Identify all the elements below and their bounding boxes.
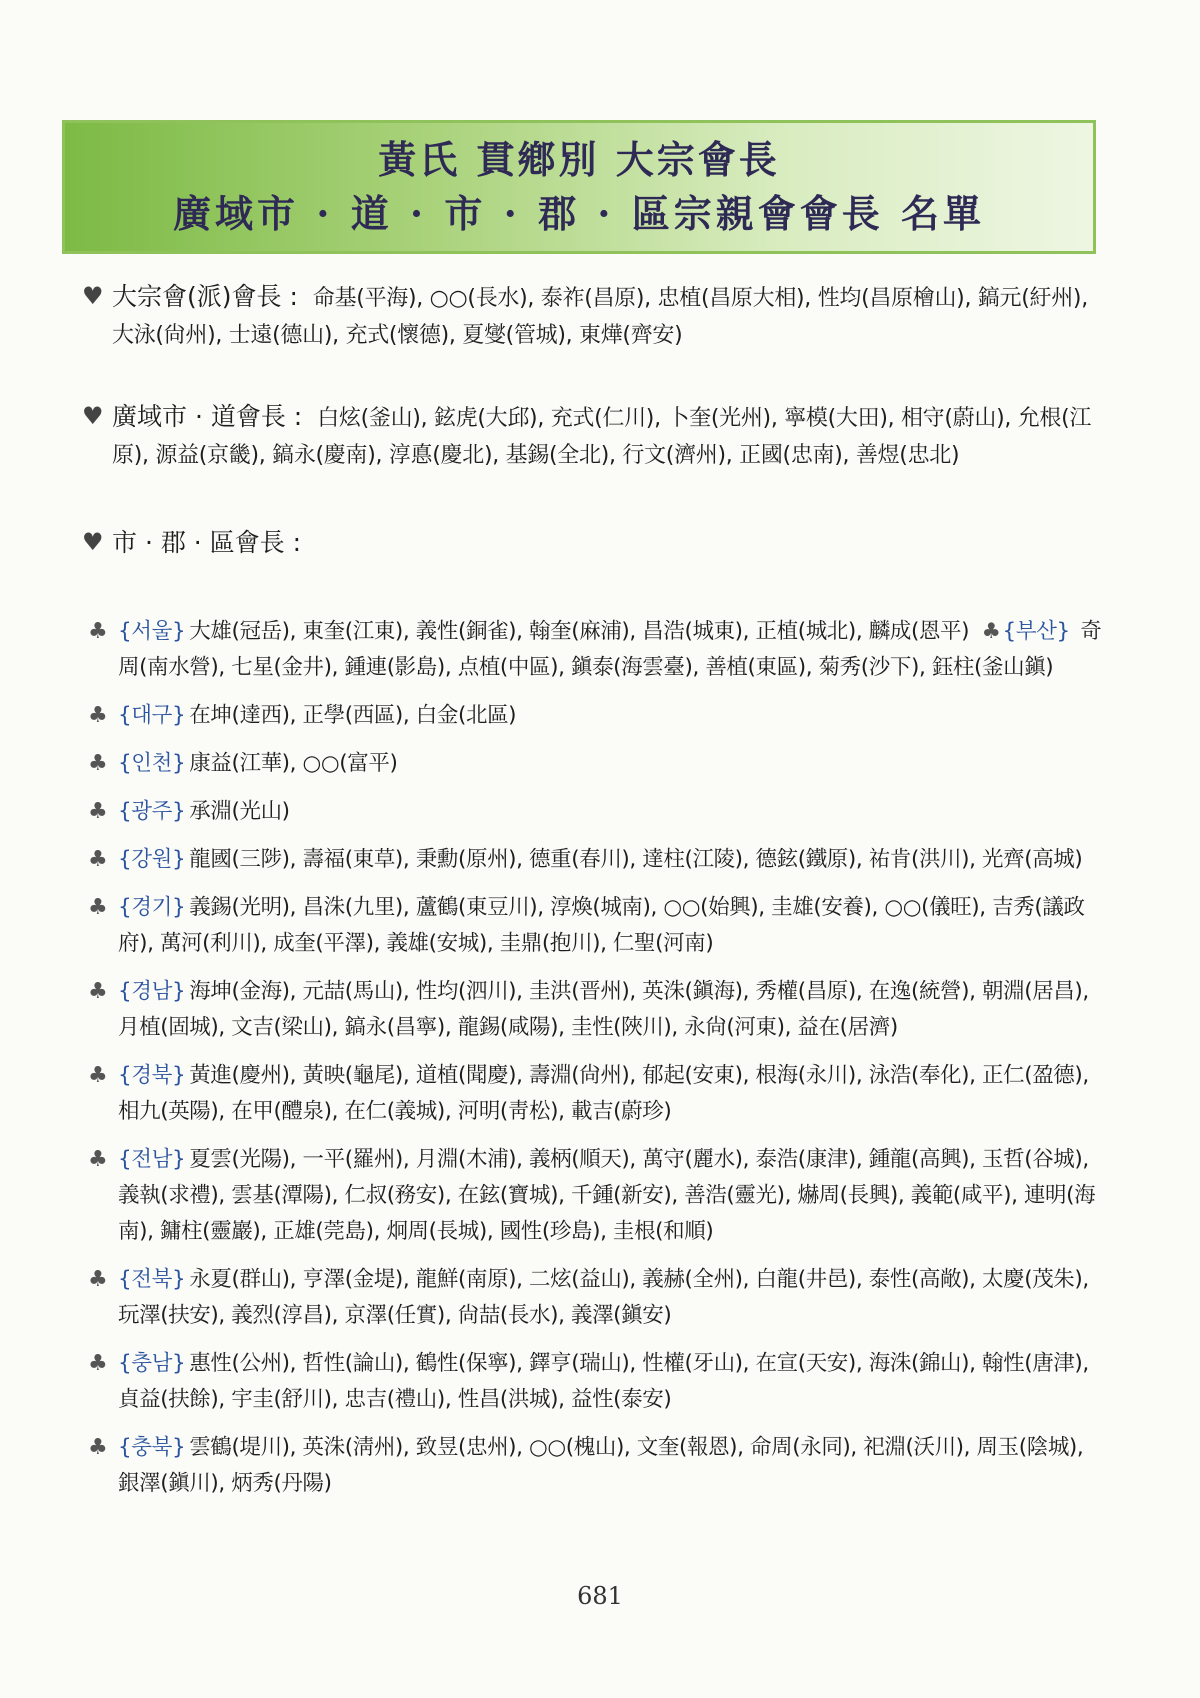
section-text: 命基(平海), ○○(長水), 泰祚(昌原), 忠植(昌原大相), 性均(昌原檜山), 鎬元(紆州), 大泳(尙州), 士遠(德山), 充式(懷德), 夏燮(管城), 東燁(齊安) bbox=[112, 286, 1088, 348]
club-bullet-icon: ♣ bbox=[88, 751, 108, 776]
region-item bbox=[88, 1142, 1102, 1250]
region-item bbox=[88, 1346, 1102, 1418]
region-name: {전남} bbox=[118, 1147, 186, 1172]
section-gwangyeok bbox=[82, 398, 1102, 474]
region-text: 康益(江華), ○○(富平) bbox=[189, 751, 398, 776]
section-text: 白炫(釜山), 鉉虎(大邱), 充式(仁川), 卜奎(光州), 寧模(大田), 相守(蔚山), 允根(江原), 源益(京畿), 鎬永(慶南), 淳悳(慶北), 基錫(全北), 行文(濟州), 正國(忠南), 善煜(忠北) bbox=[112, 406, 1092, 468]
heart-bullet-icon: ♥ bbox=[82, 402, 104, 430]
title-line-1: 黃氏 貫鄕別 大宗會長 bbox=[378, 137, 780, 182]
club-bullet-icon: ♣ bbox=[88, 1267, 108, 1292]
region-item bbox=[88, 746, 1102, 782]
title-banner bbox=[62, 120, 1096, 254]
region-item bbox=[88, 1058, 1102, 1130]
region-item bbox=[88, 794, 1102, 830]
heart-bullet-icon: ♥ bbox=[82, 282, 104, 310]
club-bullet-icon: ♣ bbox=[981, 619, 1001, 644]
region-text: 海坤(金海), 元喆(馬山), 性均(泗川), 圭洪(晋州), 英洙(鎭海), 秀權(昌原), 在逸(統營), 朝淵(居昌), 月植(固城), 文吉(梁山), 鎬永(昌寧), 龍錫(咸陽), 圭性(陜川), 永尙(河東), 益在(居濟) bbox=[118, 979, 1089, 1040]
club-bullet-icon: ♣ bbox=[88, 979, 108, 1004]
region-text: 雲鶴(堤川), 英洙(淸州), 致昱(忠州), ○○(槐山), 文奎(報恩), 命周(永同), 祀淵(沃川), 周玉(陰城), 銀澤(鎭川), 炳秀(丹陽) bbox=[118, 1435, 1084, 1496]
region-name: {경북} bbox=[118, 1063, 186, 1088]
club-bullet-icon: ♣ bbox=[88, 619, 108, 644]
region-item bbox=[88, 842, 1102, 878]
club-bullet-icon: ♣ bbox=[88, 847, 108, 872]
region-name: {서울} bbox=[118, 619, 186, 644]
region-text: 奇周(南水營), 七星(金井), 鍾連(影島), 点植(中區), 鎭泰(海雲臺), 善植(東區), 菊秀(沙下), 鈺柱(釜山鎭) bbox=[118, 619, 1102, 680]
club-bullet-icon: ♣ bbox=[88, 1435, 108, 1460]
title-line-2: 廣域市 · 道 · 市 · 郡 · 區宗親會會長 名單 bbox=[173, 191, 985, 236]
region-name: {광주} bbox=[118, 799, 186, 824]
section-daejong bbox=[82, 278, 1102, 354]
region-item bbox=[88, 974, 1102, 1046]
region-list bbox=[88, 614, 1102, 1514]
club-bullet-icon: ♣ bbox=[88, 1063, 108, 1088]
region-text: 永夏(群山), 亨澤(金堤), 龍鮮(南原), 二炫(益山), 義赫(全州), 白龍(井邑), 泰性(高敞), 太慶(茂朱), 玩澤(扶安), 義烈(淳昌), 京澤(任實), 尙喆(長水), 義澤(鎭安) bbox=[118, 1267, 1089, 1328]
region-item bbox=[88, 1430, 1102, 1502]
region-item bbox=[88, 698, 1102, 734]
region-name: {경남} bbox=[118, 979, 186, 1004]
section-sigungu bbox=[82, 524, 1102, 561]
club-bullet-icon: ♣ bbox=[88, 895, 108, 920]
section-label: 大宗會(派)會長 : bbox=[112, 282, 298, 311]
region-text: 惠性(公州), 哲性(論山), 鶴性(保寧), 鐸亨(瑞山), 性權(牙山), 在宣(天安), 海洙(錦山), 翰性(唐津), 貞益(扶餘), 宇圭(舒川), 忠吉(禮山), 性昌(洪城), 益性(泰安) bbox=[118, 1351, 1089, 1412]
club-bullet-icon: ♣ bbox=[88, 1351, 108, 1376]
region-name: {충남} bbox=[118, 1351, 186, 1376]
region-name: {전북} bbox=[118, 1267, 186, 1292]
club-bullet-icon: ♣ bbox=[88, 1147, 108, 1172]
region-name: {부산} bbox=[1002, 619, 1070, 644]
region-text: 承淵(光山) bbox=[189, 799, 290, 824]
region-name: {경기} bbox=[118, 895, 186, 920]
region-name: {대구} bbox=[118, 703, 186, 728]
region-text: 夏雲(光陽), 一平(羅州), 月淵(木浦), 義柄(順天), 萬守(麗水), 泰浩(康津), 鍾龍(高興), 玉哲(谷城), 義執(求禮), 雲基(潭陽), 仁叔(務安), 在鉉(寶城), 千鍾(新安), 善浩(靈光), 爀周(長興), 義範(咸平), 連明(海南), 鏞柱(靈巖), 正雄(莞島), 炯周(長城), 國性(珍島), 圭根(和順) bbox=[118, 1147, 1096, 1244]
region-text: 在坤(達西), 正學(西區), 白金(北區) bbox=[189, 703, 517, 728]
region-item bbox=[88, 614, 1102, 686]
region-item bbox=[88, 890, 1102, 962]
region-text: 黃進(慶州), 黃映(龜尾), 道植(聞慶), 壽淵(尙州), 郁起(安東), 根海(永川), 泳浩(奉化), 正仁(盈德), 相九(英陽), 在甲(醴泉), 在仁(義城), 河明(靑松), 載吉(蔚珍) bbox=[118, 1063, 1089, 1124]
region-name: {충북} bbox=[118, 1435, 186, 1460]
heart-bullet-icon: ♥ bbox=[82, 528, 104, 556]
club-bullet-icon: ♣ bbox=[88, 703, 108, 728]
region-text: 大雄(冠岳), 東奎(江東), 義性(銅雀), 翰奎(麻浦), 昌浩(城東), 正植(城北), 麟成(恩平) bbox=[189, 619, 970, 644]
region-text: 義錫(光明), 昌洙(九里), 蘆鶴(東豆川), 淳煥(城南), ○○(始興), 圭雄(安養), ○○(儀旺), 吉秀(議政府), 萬河(利川), 成奎(平澤), 義雄(安城), 圭鼎(抱川), 仁聖(河南) bbox=[118, 895, 1085, 956]
region-item bbox=[88, 1262, 1102, 1334]
section-label: 市 · 郡 · 區會長 : bbox=[112, 528, 302, 557]
section-label: 廣域市 · 道會長 : bbox=[112, 402, 303, 431]
region-name: {인천} bbox=[118, 751, 186, 776]
region-text: 龍國(三陟), 壽福(東草), 秉勳(原州), 德重(春川), 達柱(江陵), 德鉉(鐵原), 祐肯(洪川), 光齊(高城) bbox=[189, 847, 1083, 872]
club-bullet-icon: ♣ bbox=[88, 799, 108, 824]
page-number: 681 bbox=[577, 1582, 623, 1610]
region-name: {강원} bbox=[118, 847, 186, 872]
